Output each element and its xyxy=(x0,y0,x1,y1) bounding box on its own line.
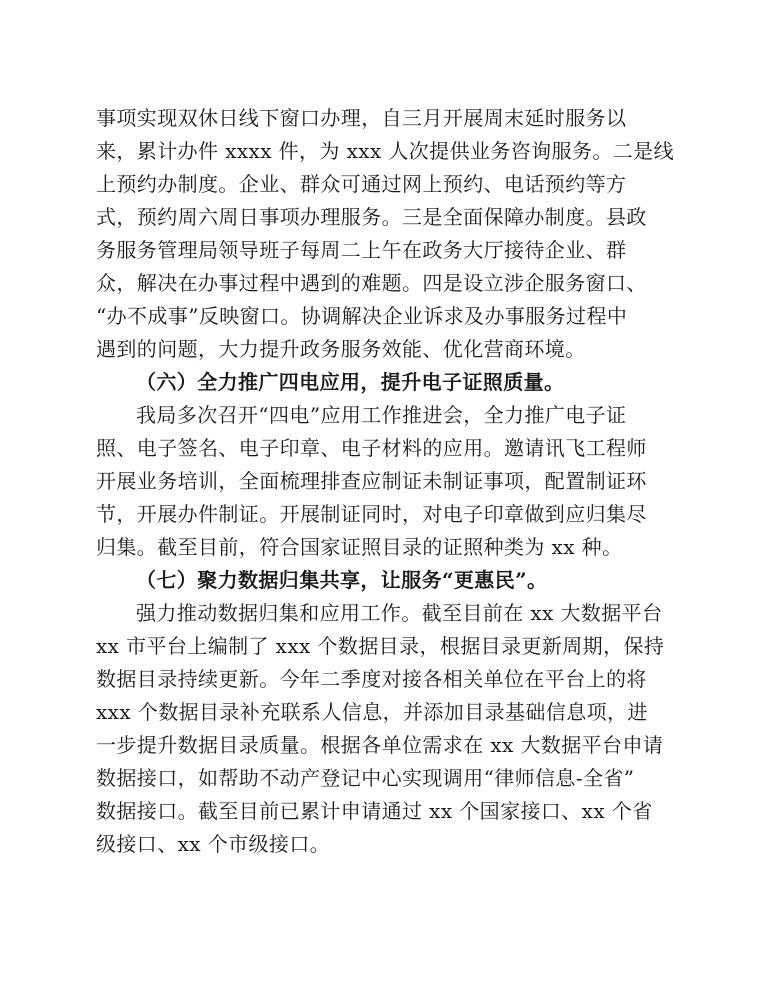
paragraph-2-line-1: 我局多次召开“四电”应用工作推进会，全力推广电子证 xyxy=(136,403,627,427)
paragraph-1-line-6: 众，解决在办事过程中遇到的难题。四是设立涉企服务窗口、 xyxy=(96,271,647,295)
paragraph-1-line-3: 上预约办制度。企业、群众可通过网上预约、电话预约等方 xyxy=(96,172,627,196)
paragraph-2-line-3: 开展业务培训，全面梳理排查应制证未制证事项，配置制证环 xyxy=(96,469,647,493)
paragraph-1-line-7: “办不成事”反映窗口。协调解决企业诉求及办事服务过程中 xyxy=(96,304,628,328)
document-page xyxy=(96,0,678,1000)
paragraph-3-line-8: 级接口、xx 个市级接口。 xyxy=(96,832,331,856)
paragraph-3-line-1: 强力推动数据归集和应用工作。截至目前在 xx 大数据平台 xyxy=(136,601,663,625)
paragraph-3-line-4: xxx 个数据目录补充联系人信息，并添加目录基础信息项，进 xyxy=(96,700,648,724)
paragraph-3-line-5: 一步提升数据目录质量。根据各单位需求在 xx 大数据平台申请 xyxy=(96,733,664,757)
paragraph-1-line-2: 来，累计办件 xxxx 件，为 xxx 人次提供业务咨询服务。二是线 xyxy=(96,139,674,163)
paragraph-1-line-8: 遇到的问题，大力提升政务服务效能、优化营商环境。 xyxy=(96,337,586,361)
paragraph-2-line-4: 节，开展办件制证。开展制证同时，对电子印章做到应归集尽 xyxy=(96,502,647,526)
paragraph-1-line-5: 务服务管理局领导班子每周二上午在政务大厅接待企业、群 xyxy=(96,238,627,262)
paragraph-3-line-7: 数据接口。截至目前已累计申请通过 xx 个国家接口、xx 个省 xyxy=(96,799,653,823)
section-heading-6: （六）全力推广四电应用，提升电子证照质量。 xyxy=(136,370,565,394)
paragraph-1-line-1: 事项实现双休日线下窗口办理，自三月开展周末延时服务以 xyxy=(96,106,627,130)
paragraph-3-line-3: 数据目录持续更新。今年二季度对接各相关单位在平台上的将 xyxy=(96,667,647,691)
paragraph-2-line-5: 归集。截至目前，符合国家证照目录的证照种类为 xx 种。 xyxy=(96,535,623,559)
paragraph-1-line-4: 式，预约周六周日事项办理服务。三是全面保障办制度。县政 xyxy=(96,205,647,229)
section-heading-7: （七）聚力数据归集共享，让服务“更惠民”。 xyxy=(136,568,548,592)
paragraph-3-line-2: xx 市平台上编制了 xxx 个数据目录，根据目录更新周期，保持 xyxy=(96,634,665,658)
paragraph-2-line-2: 照、电子签名、电子印章、电子材料的应用。邀请讯飞工程师 xyxy=(96,436,647,460)
paragraph-3-line-6: 数据接口，如帮助不动产登记中心实现调用“律师信息-全省” xyxy=(96,766,635,790)
